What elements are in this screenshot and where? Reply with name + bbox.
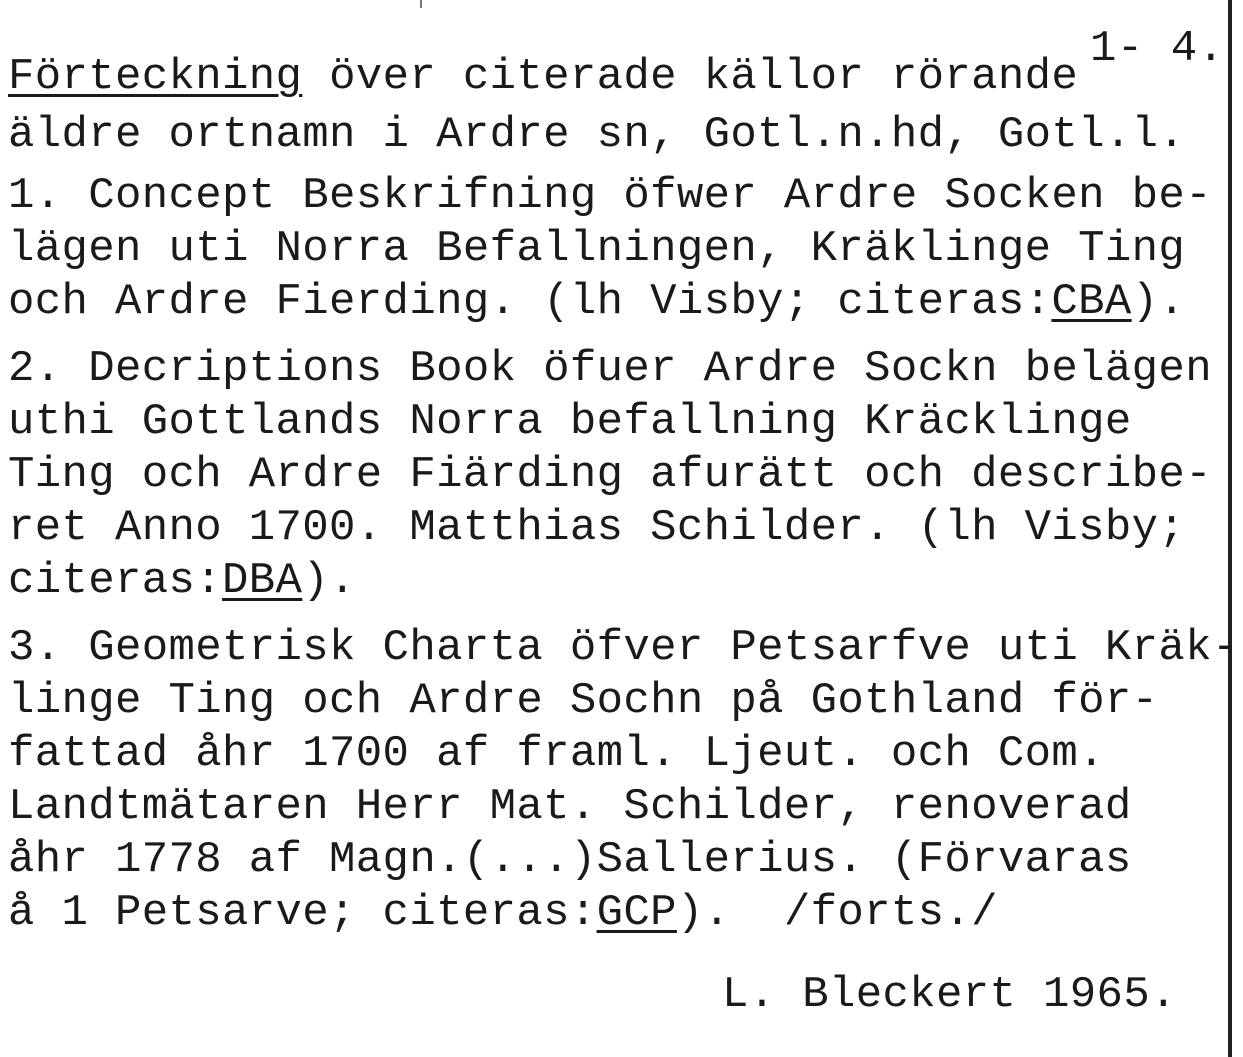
heading-line-2: äldre ortnamn i Ardre sn, Gotl.n.hd, Gotl.l. [8,110,1186,160]
source-abbreviation: GCP [596,888,677,938]
card-number: 1- 4. [1090,24,1225,74]
entry-line: lägen uti Norra Befallningen, Kräklinge Ting [8,224,1186,274]
heading-underlined-word: Förteckning [8,52,303,102]
entry-last-line [8,276,1212,329]
heading-line-1-rest: över citerade källor rörande [302,52,1079,102]
entry-text: ). /forts./ [676,888,998,938]
entry-line: 3. Geometrisk Charta öfver Petsarfve uti Kräk- [8,623,1239,673]
heading-line-1 [8,48,1185,106]
entry-line: ret Anno 1700. Matthias Schilder. (lh Visby; [8,503,1186,553]
source-entry-1 [8,170,1212,329]
source-entry-3 [8,622,1239,940]
source-abbreviation: DBA [222,556,303,606]
top-edge-mark [420,0,422,8]
entry-line: 2. Decriptions Book öfuer Ardre Sockn belägen [8,344,1212,394]
entry-line: 1. Concept Beskrifning öfwer Ardre Socken be- [8,171,1212,221]
entry-line: fattad åhr 1700 af framl. Ljeut. och Com. [8,729,1105,779]
heading [8,48,1185,164]
entry-text: och Ardre Fierding. (lh Visby; citeras: [8,277,1052,327]
entry-text: å 1 Petsarve; citeras: [8,888,597,938]
entry-text: ). [1131,277,1186,327]
entry-line: Landtmätaren Herr Mat. Schilder, renoverad [8,782,1132,832]
source-entry-2 [8,343,1212,608]
entry-line: åhr 1778 af Magn.(...)Sallerius. (Förvaras [8,835,1132,885]
entry-line: Ting och Ardre Fiärding afurätt och describe- [8,450,1212,500]
source-abbreviation: CBA [1051,277,1132,327]
entry-line: linge Ting och Ardre Sochn på Gothland för- [8,676,1159,726]
signature: L. Bleckert 1965. [722,970,1177,1020]
entry-text: citeras: [8,556,223,606]
entry-last-line [8,887,1239,940]
entry-text: ). [302,556,356,606]
entry-last-line [8,555,1212,608]
entry-line: uthi Gottlands Norra befallning Kräcklinge [8,397,1132,447]
